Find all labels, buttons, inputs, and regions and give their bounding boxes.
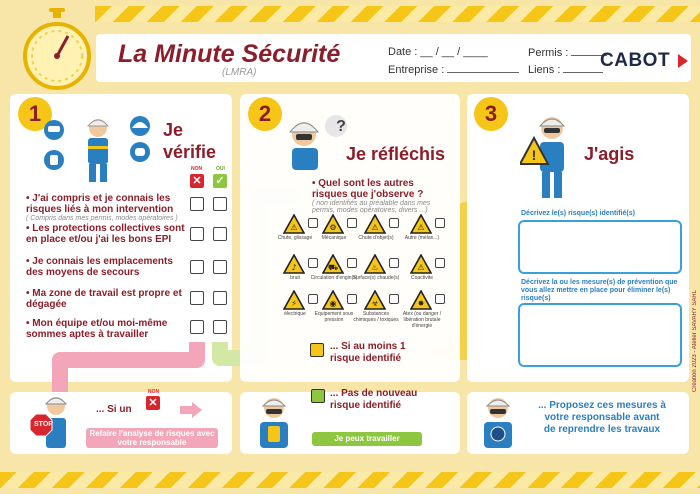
hazard-7-checkbox[interactable]: [389, 258, 399, 268]
if-no-label: ... Si un: [96, 404, 132, 415]
enterprise-field[interactable]: Entreprise :: [388, 63, 519, 76]
hazard-11-label: Substances chimiques / toxiques: [353, 311, 399, 323]
column-yes-label: OUI: [216, 166, 225, 172]
hazard-1-checkbox[interactable]: [308, 218, 318, 228]
hazard-6-label: Circulation d'engin(s): [310, 275, 358, 281]
credit-text: Création 2023 - Atelier SAVARY SARL: [692, 290, 698, 392]
verify-item-5: • Mon équipe et/ou moi-même sommes aptes à travailler: [26, 318, 168, 340]
svg-text:!: !: [531, 147, 537, 163]
page-title: La Minute Sécurité: [118, 40, 341, 68]
hazard-2-checkbox[interactable]: [347, 218, 357, 228]
verify-item-1: • J'ai compris et je connais les risques liés à mon intervention ( Compris dans mes permis, modes opératoires ): [26, 193, 178, 222]
svg-text:⚠: ⚠: [290, 223, 298, 232]
hazard-6-icon: [322, 254, 344, 274]
hazard-3-icon: [364, 214, 386, 234]
hazard-10-icon: [322, 290, 344, 310]
worker-warning-icon: [520, 114, 580, 200]
hazard-10-checkbox[interactable]: [347, 294, 357, 304]
at-least-one-risk-checkbox[interactable]: [310, 343, 324, 357]
hazard-3-label: Chute d'objet(s): [358, 235, 394, 241]
describe-measures-label: Décrivez la ou les mesure(s) de prévention que vous allez mettre en place pour éliminer le(s) risque(s): [521, 279, 678, 302]
column-no-label: NON: [191, 166, 203, 172]
describe-measures-field[interactable]: [518, 303, 682, 367]
hazard-12-label: Atex (ou danger / libération brutale d'énergie: [402, 311, 442, 329]
step-number-2: 2: [248, 97, 282, 131]
hazard-2-label: Mécanique: [321, 235, 347, 241]
step-number-1: 1: [18, 97, 52, 131]
hazard-12-icon: [410, 290, 432, 310]
cabot-logo: CABOT: [600, 50, 670, 72]
page-subtitle: (LMRA): [222, 67, 257, 78]
hazard-4-checkbox[interactable]: [435, 218, 445, 228]
describe-risks-field[interactable]: [518, 220, 682, 274]
verify-item-4: • Ma zone de travail est propre et dégagée: [26, 288, 182, 310]
hazard-2-icon: [322, 214, 344, 234]
hazard-12-checkbox[interactable]: [435, 294, 445, 304]
worker-shield-icon: [478, 394, 518, 450]
hazard-6-checkbox[interactable]: [347, 258, 357, 268]
hazard-1-icon: [283, 214, 305, 234]
hazard-5-checkbox[interactable]: [308, 258, 318, 268]
question-bubble: ?: [336, 118, 346, 135]
think-question: • Quel sont les autres risques que j'observe ? ( non identifiés au préalable dans mes permis, modes opératoires, divers ...): [312, 178, 431, 214]
stop-sign-label: STOP: [34, 421, 53, 428]
hazard-7-label: Surface(s) chaude(s): [352, 275, 400, 281]
pink-arrow-icon: [180, 402, 202, 418]
svg-text:⚡: ⚡: [291, 299, 297, 308]
hazard-8-icon: [410, 254, 432, 274]
svg-text:⚠: ⚠: [417, 223, 425, 232]
hazard-1-label: Chute, glissage: [277, 235, 313, 241]
no-new-risk-checkbox[interactable]: [311, 389, 325, 403]
no-icon: ✕: [190, 174, 204, 188]
no-new-risk-label: ... Pas de nouveau risque identifié: [330, 388, 418, 411]
svg-text:☣: ☣: [371, 299, 379, 308]
hazard-5-label: bruit: [290, 275, 300, 281]
verify-item-3: • Je connais les emplacements des moyens de secours: [26, 256, 173, 278]
can-work-badge: Je peux travailler: [312, 432, 422, 446]
hazard-8-label: Coactivite: [411, 275, 433, 281]
svg-text:⚠: ⚠: [417, 263, 425, 272]
svg-text:⚠: ⚠: [371, 223, 379, 232]
hazard-4-label: Autre (mélan...): [404, 235, 440, 241]
at-least-one-risk-label: ... Si au moins 1 risque identifié: [330, 341, 406, 364]
if-no-icon: ✕: [146, 396, 160, 410]
links-field[interactable]: Liens :: [528, 63, 603, 76]
step-number-3: 3: [474, 97, 508, 131]
act-title: J'agis: [584, 144, 635, 164]
svg-text:♪: ♪: [291, 263, 297, 272]
redo-analysis-note: Refaire l'analyse de risques avec votre responsable: [86, 428, 218, 448]
svg-text:⛟: ⛟: [327, 263, 339, 272]
hazard-11-icon: [364, 290, 386, 310]
date-field[interactable]: Date : __ / __ / ____: [388, 46, 488, 58]
hazard-9-checkbox[interactable]: [308, 294, 318, 304]
svg-text:♨: ♨: [371, 263, 379, 272]
verify-item-2: • Les protections collectives sont en place et/ou j'ai les bons EPI: [26, 223, 185, 245]
hazard-3-checkbox[interactable]: [389, 218, 399, 228]
hazard-11-checkbox[interactable]: [389, 294, 399, 304]
hazard-9-label: électrique: [284, 311, 306, 317]
hazard-4-icon: [410, 214, 432, 234]
yes-icon: ✓: [213, 174, 227, 188]
if-no-badge-label: NON: [148, 389, 160, 395]
permits-field[interactable]: Permis :: [528, 46, 607, 59]
verify-title-line2: vérifie: [163, 142, 217, 162]
hazard-10-label: Equipement sous pression: [314, 311, 354, 323]
hazard-9-icon: [283, 290, 305, 310]
hazard-7-icon: [364, 254, 386, 274]
propose-measures-label: ... Proposez ces mesures à votre responsable avant de reprendre les travaux: [538, 400, 666, 435]
hazard-5-icon: [283, 254, 305, 274]
describe-risks-label: Décrivez le(s) risque(s) identifié(s): [521, 210, 635, 217]
verify-title-line1: Je: [163, 120, 184, 140]
svg-text:◉: ◉: [329, 299, 337, 308]
hazard-8-checkbox[interactable]: [435, 258, 445, 268]
svg-text:⚙: ⚙: [329, 223, 337, 232]
worker-phone-icon: [254, 394, 294, 450]
svg-text:✸: ✸: [417, 299, 425, 308]
think-title: Je réfléchis: [346, 144, 446, 164]
